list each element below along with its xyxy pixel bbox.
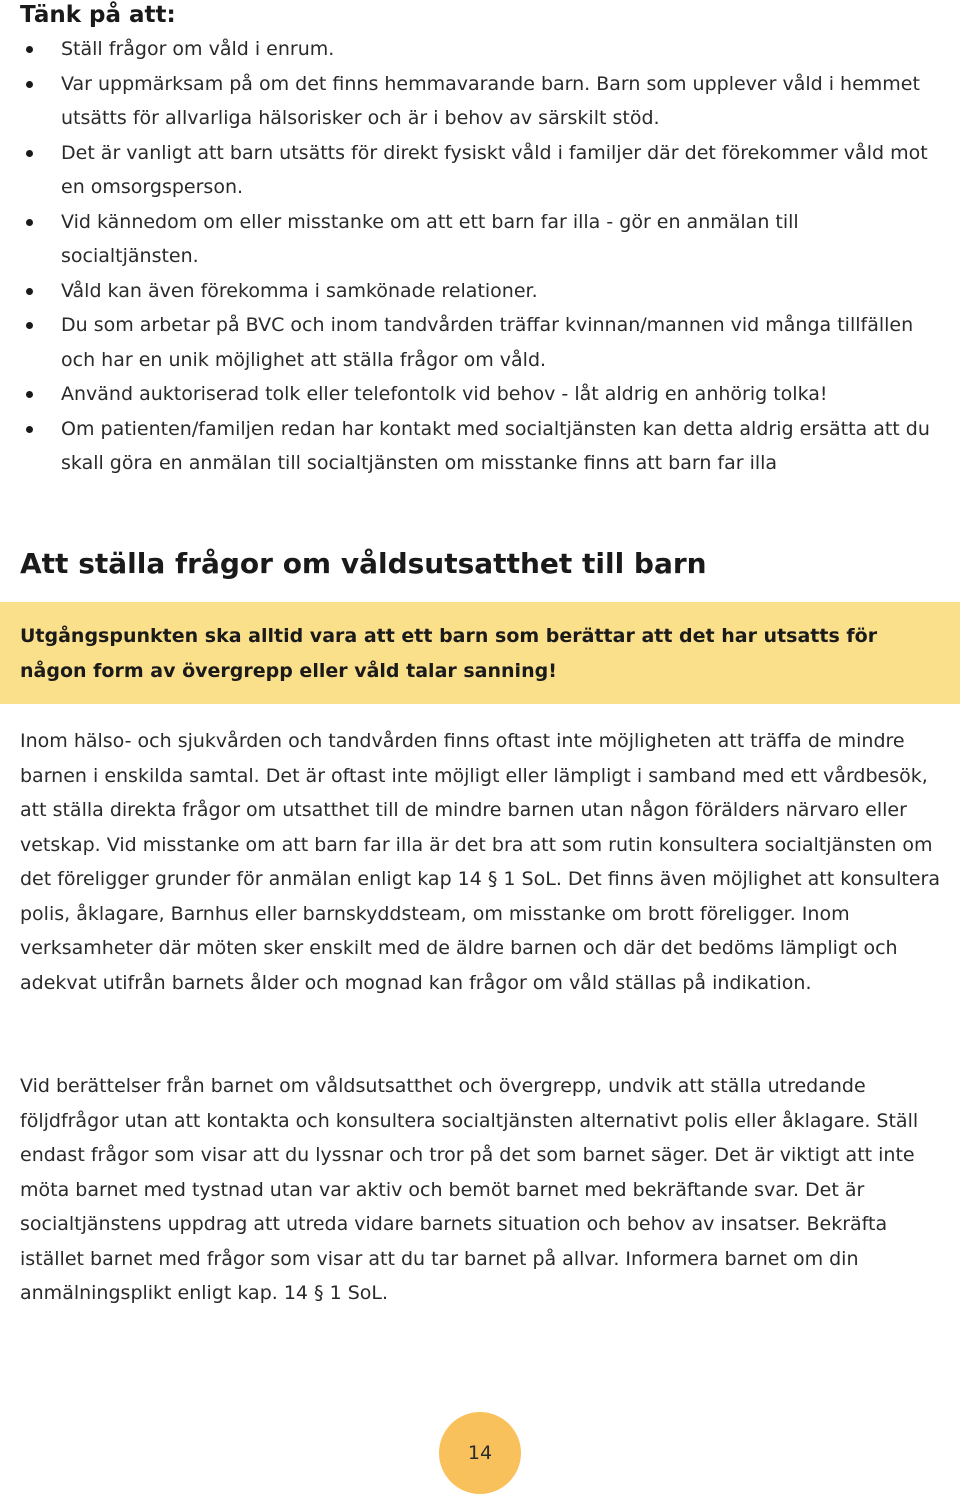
tips-list (24, 32, 934, 481)
list-item (24, 308, 934, 377)
list-item (24, 412, 934, 481)
list-item-text: Om patienten/familjen redan har kontakt med socialtjänsten kan detta aldrig ersätta att du skall göra en anmälan till socialtjänsten om misstanke finns att barn far illa (61, 417, 930, 474)
bullet-icon (26, 288, 33, 295)
list-item (24, 205, 934, 274)
section-title: Att ställa frågor om våldsutsatthet till barn (20, 547, 707, 580)
list-item-text: Det är vanligt att barn utsätts för direkt fysiskt våld i familjer där det förekommer våld mot en omsorgsperson. (61, 141, 928, 198)
list-item (24, 377, 934, 412)
list-item-text: Var uppmärksam på om det finns hemmavarande barn. Barn som upplever våld i hemmet utsätts för allvarliga hälsorisker och är i behov av särskilt stöd. (61, 72, 920, 129)
page-number-badge (439, 1412, 521, 1494)
bullet-icon (26, 150, 33, 157)
list-item (24, 136, 934, 205)
list-item-text: Använd auktoriserad tolk eller telefontolk vid behov - låt aldrig en anhörig tolka! (61, 383, 828, 405)
highlight-box (0, 602, 960, 704)
bullet-icon (26, 219, 33, 226)
bullet-icon (26, 426, 33, 433)
bullet-icon (26, 322, 33, 329)
tips-heading: Tänk på att: (20, 2, 176, 28)
bullet-icon (26, 81, 33, 88)
list-item (24, 274, 934, 309)
list-item (24, 32, 934, 67)
list-item-text: Våld kan även förekomma i samkönade relationer. (61, 279, 538, 302)
page-number: 14 (467, 1442, 493, 1464)
list-item-text: Vid kännedom om eller misstanke om att ett barn far illa - gör en anmälan till socialtjänsten. (61, 210, 799, 267)
list-item-text: Du som arbetar på BVC och inom tandvården träffar kvinnan/mannen vid många tillfällen och har en unik möjlighet att ställa frågor om våld. (61, 314, 914, 371)
bullet-icon (26, 391, 33, 398)
list-item (24, 67, 934, 136)
list-item-text: Ställ frågor om våld i enrum. (61, 38, 335, 60)
bullet-icon (26, 46, 33, 53)
highlight-text: Utgångspunkten ska alltid vara att ett barn som berättar att det har utsatts för någon form av övergrepp eller våld talar sanning! (20, 625, 878, 682)
body-paragraph: Inom hälso- och sjukvården och tandvården finns oftast inte möjligheten att träffa de mindre barnen i enskilda samtal. Det är oftast inte möjligt eller lämpligt i samband med ett vårdbesök, att ställa direkta frågor om utsatthet till de mindre barnen utan någon förälders närvaro eller vetskap. Vid misstanke om att barn far illa är det bra att som rutin konsultera socialtjänsten om det föreligger grunder för anmälan enligt kap 14 § 1 SoL. Det finns även möjlighet att konsultera polis, åklagare, Barnhus eller barnskyddsteam, om misstanke om brott föreligger. Inom verksamheter där möten sker enskilt med de äldre barnen och där det bedöms lämpligt och adekvat utifrån barnets ålder och mognad kan frågor om våld ställas på indikation. (20, 730, 940, 994)
body-paragraph: Vid berättelser från barnet om våldsutsatthet och övergrepp, undvik att ställa utredande följdfrågor utan att kontakta och konsultera socialtjänsten alternativt polis eller åklagare. Ställ endast frågor som visar att du lyssnar och tror på det som barnet säger. Det är viktigt att inte möta barnet med tystnad utan var aktiv och bemöt barnet med bekräftande svar. Det är socialtjänstens uppdrag att utreda vidare barnets situation och behov av insatser. Bekräfta istället barnet med frågor som visar att du tar barnet på allvar. Informera barnet om din anmälningsplikt enligt kap. 14 § 1 SoL. (20, 1075, 919, 1304)
